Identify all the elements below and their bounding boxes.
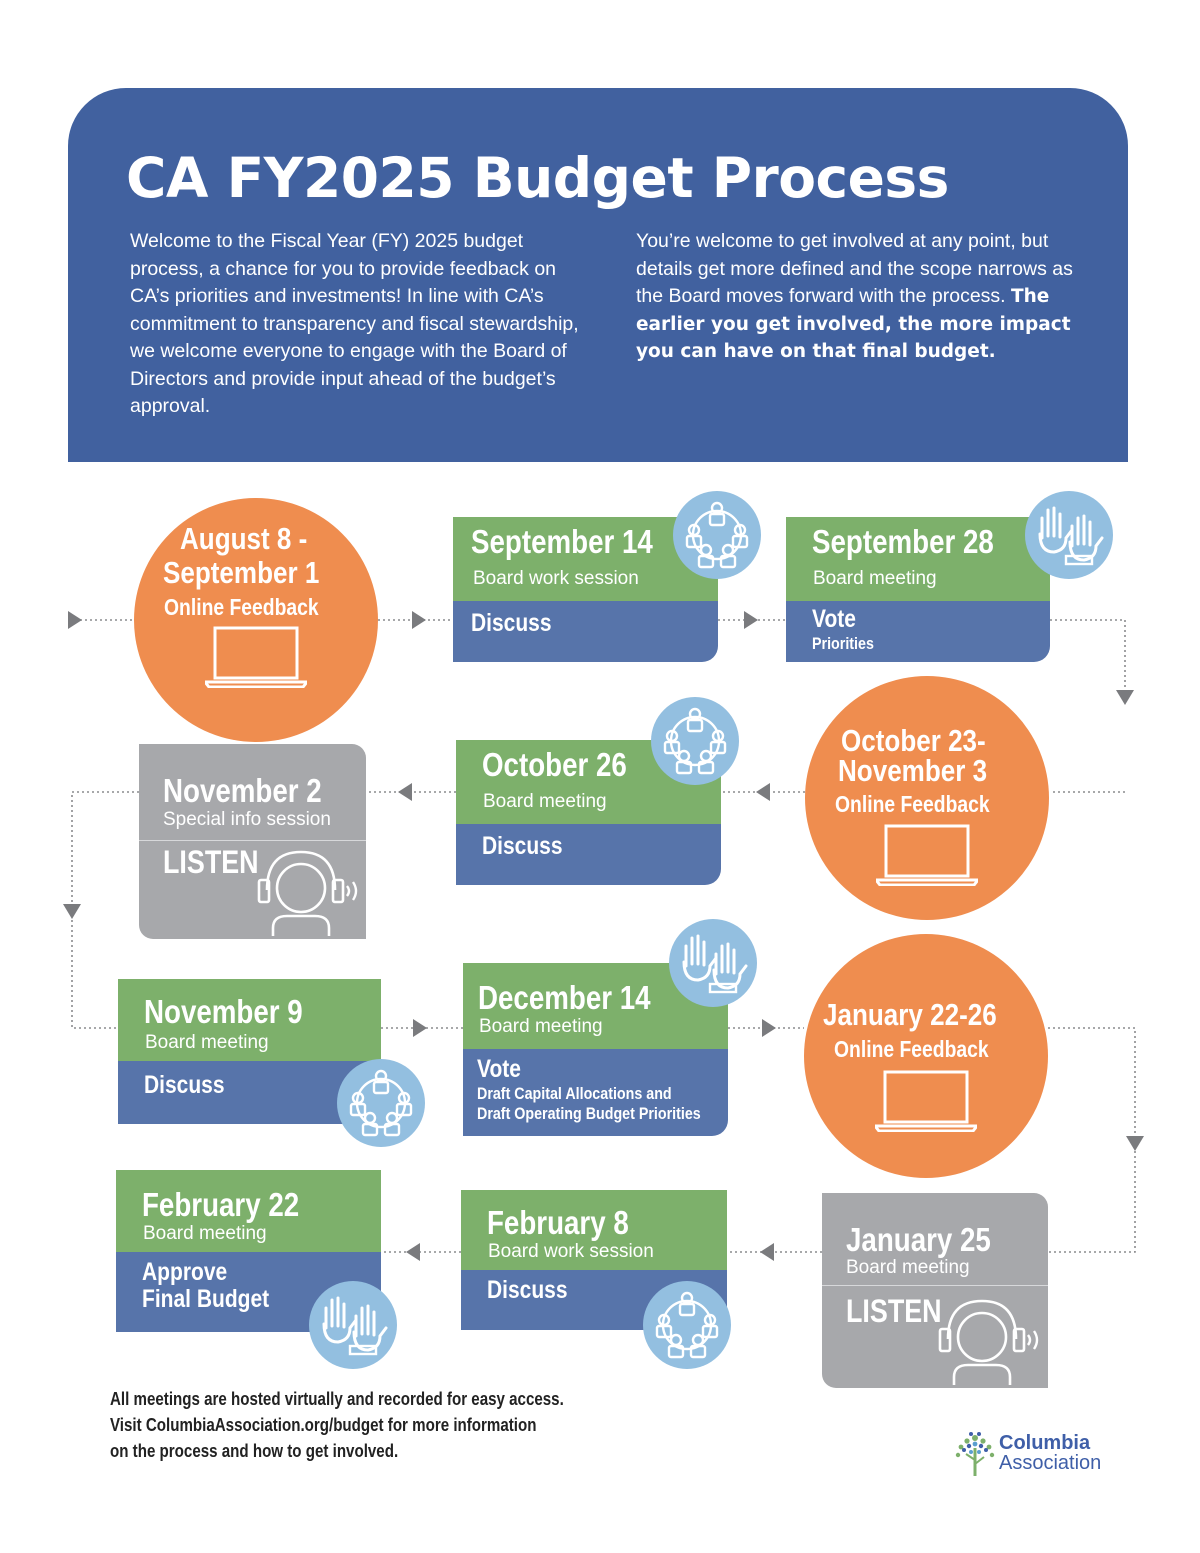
step-meeting-type: Board work session bbox=[488, 1241, 654, 1262]
step-action-detail-2: Draft Operating Budget Priorities bbox=[477, 1104, 701, 1123]
logo-text-line2: Association bbox=[999, 1452, 1102, 1474]
step-action: Vote bbox=[812, 605, 856, 633]
step-meeting-type: Board meeting bbox=[479, 1016, 603, 1037]
step-date-line2: November 3 bbox=[838, 753, 988, 788]
raised-hands-icon bbox=[308, 1280, 398, 1375]
step-meeting-type: Board meeting bbox=[813, 568, 937, 589]
step-date: December 14 bbox=[478, 979, 651, 1016]
step-date: September 28 bbox=[812, 523, 994, 560]
laptop-icon bbox=[875, 1070, 977, 1132]
headphones-person-icon bbox=[255, 844, 365, 941]
step-date: September 14 bbox=[471, 523, 653, 560]
step-subtitle: Online Feedback bbox=[833, 1036, 989, 1062]
logo-text-line1: Columbia bbox=[999, 1432, 1091, 1454]
step-action-line1: Approve bbox=[142, 1258, 228, 1286]
footer-line-1: All meetings are hosted virtually and recorded for easy access. bbox=[110, 1389, 564, 1409]
step-subtitle: Online Feedback bbox=[834, 791, 990, 817]
step-oct23-online-feedback bbox=[805, 676, 1049, 920]
group-discussion-icon bbox=[650, 696, 740, 791]
step-action-line2: Final Budget bbox=[142, 1285, 270, 1313]
step-action: LISTEN bbox=[846, 1293, 942, 1329]
step-jan25-card bbox=[822, 1193, 1048, 1388]
step-aug-online-feedback bbox=[134, 498, 378, 742]
step-date: February 22 bbox=[142, 1186, 300, 1223]
step-jan22-online-feedback bbox=[804, 934, 1048, 1178]
step-meeting-type: Board meeting bbox=[143, 1223, 267, 1244]
intro-right-bold: The earlier you get involved, the more impact you can have on that final budget. bbox=[636, 286, 1071, 362]
step-action: LISTEN bbox=[163, 844, 259, 880]
raised-hands-icon bbox=[1024, 490, 1114, 585]
footer-note bbox=[110, 1386, 650, 1464]
step-meeting-type: Board meeting bbox=[145, 1032, 269, 1053]
step-action-detail: Priorities bbox=[812, 634, 874, 653]
step-date: November 2 bbox=[163, 772, 322, 809]
step-date: November 9 bbox=[144, 993, 303, 1030]
step-meeting-type: Board work session bbox=[473, 568, 639, 589]
columbia-association-logo bbox=[952, 1430, 1132, 1480]
step-date: February 8 bbox=[487, 1204, 629, 1241]
step-subtitle: Online Feedback bbox=[163, 594, 319, 620]
tree-logo-icon bbox=[952, 1430, 998, 1478]
step-date-line1: October 23- bbox=[840, 723, 986, 758]
step-date: January 25 bbox=[846, 1221, 991, 1258]
headphones-person-icon bbox=[936, 1293, 1046, 1390]
step-action: Discuss bbox=[471, 609, 552, 637]
step-date-line2: September 1 bbox=[162, 555, 320, 590]
laptop-icon bbox=[876, 824, 978, 886]
step-meeting-type: Board meeting bbox=[483, 791, 607, 812]
step-date-line1: August 8 - bbox=[180, 521, 308, 556]
intro-left-text: Welcome to the Fiscal Year (FY) 2025 budget process, a chance for you to provide feedback on CA’s priorities and investments! In line with CA’s commitment to transparency and fiscal stewardship, we welcome everyone to engage with the Board of Directors and provide input ahead of the budget’s approval. bbox=[130, 230, 579, 417]
step-action: Discuss bbox=[144, 1071, 225, 1099]
step-action-detail-1: Draft Capital Allocations and bbox=[477, 1084, 672, 1103]
group-discussion-icon bbox=[642, 1280, 732, 1375]
page-title: CA FY2025 Budget Process bbox=[126, 146, 949, 210]
raised-hands-icon bbox=[668, 918, 758, 1013]
laptop-icon bbox=[205, 626, 307, 688]
footer-line-3: on the process and how to get involved. bbox=[110, 1441, 399, 1461]
step-meeting-type: Special info session bbox=[163, 809, 331, 830]
step-action: Vote bbox=[477, 1055, 521, 1083]
step-date: October 26 bbox=[482, 746, 627, 783]
step-action: Discuss bbox=[482, 832, 563, 860]
footer-line-2: Visit ColumbiaAssociation.org/budget for more information bbox=[110, 1415, 537, 1435]
step-date-line1: January 22-26 bbox=[822, 997, 997, 1032]
step-nov2-card bbox=[139, 744, 366, 939]
group-discussion-icon bbox=[336, 1058, 426, 1153]
step-action: Discuss bbox=[487, 1276, 568, 1304]
intro-right-regular: You’re welcome to get involved at any point, but details get more defined and the scope narrows as the Board moves forward with the process. bbox=[636, 230, 1073, 307]
group-discussion-icon bbox=[672, 490, 762, 585]
step-sep28-card bbox=[786, 517, 1050, 662]
step-meeting-type: Board meeting bbox=[846, 1257, 970, 1278]
